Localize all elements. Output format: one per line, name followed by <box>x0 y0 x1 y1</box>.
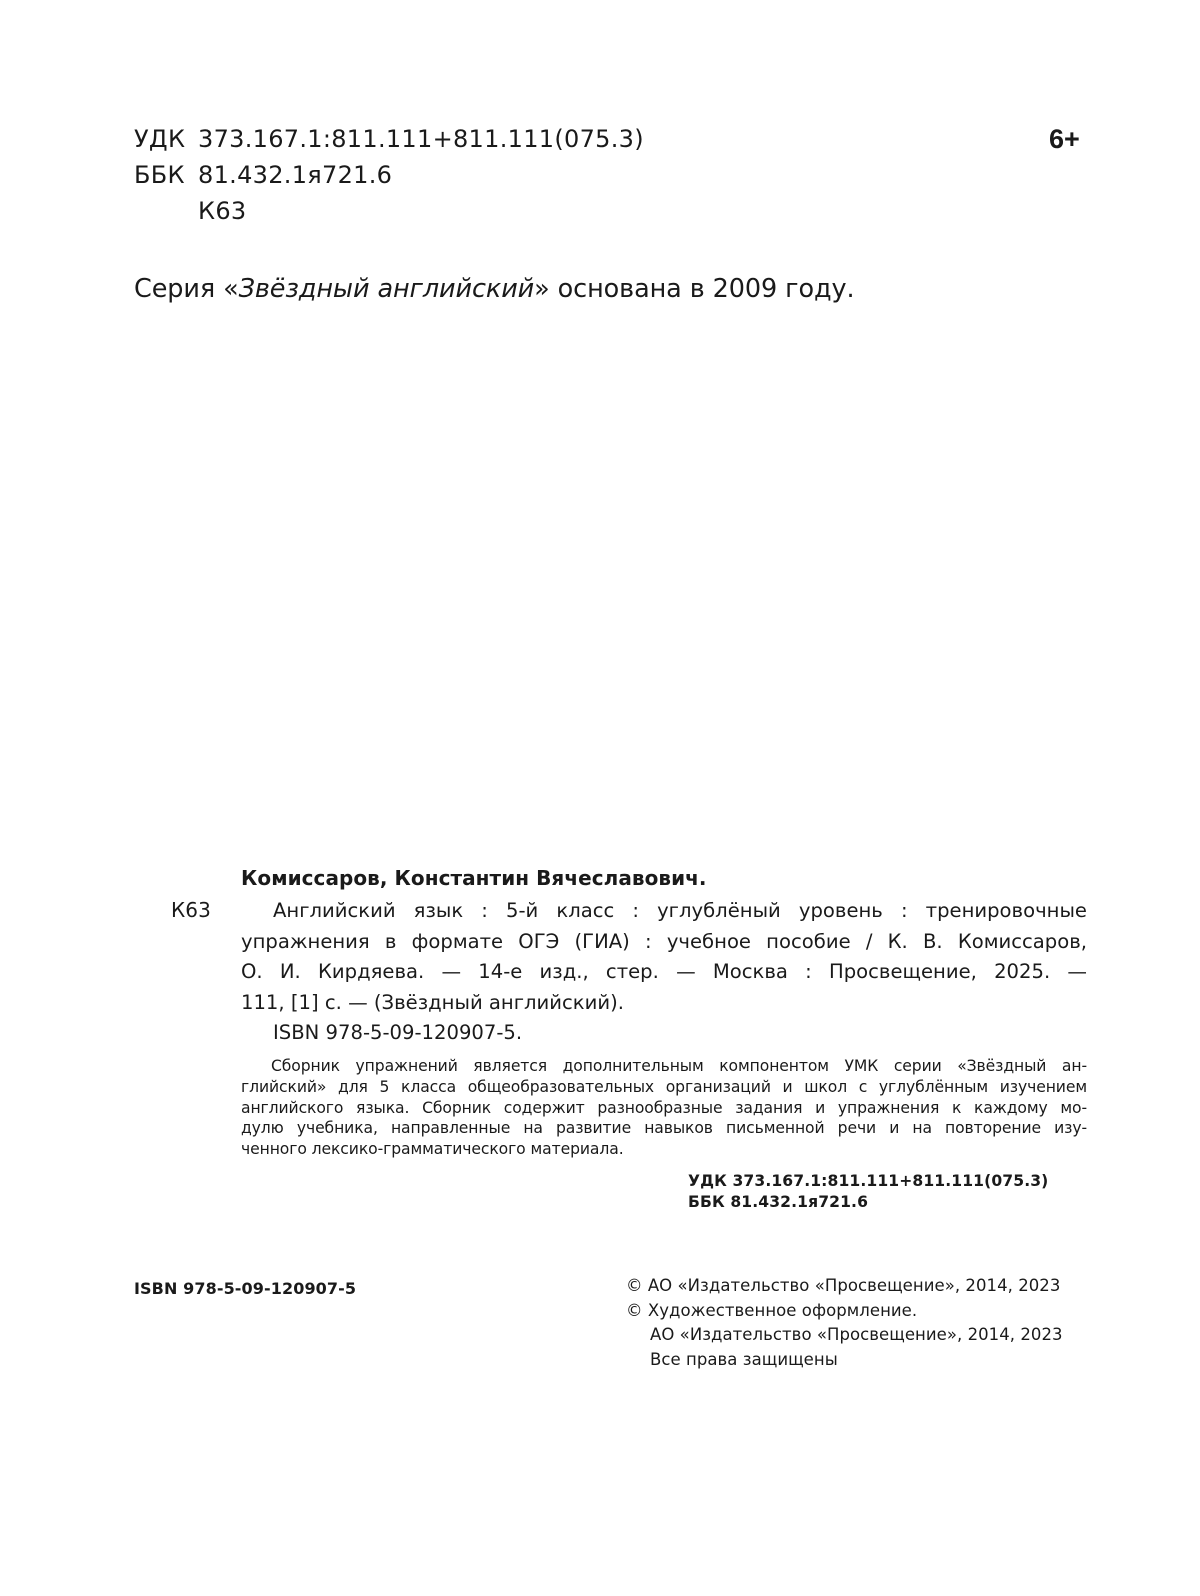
author-mark-row <box>134 193 644 229</box>
annotation-line: Сборник упражнений является дополнительным компонентом УМК серии «Звёздный ан- <box>271 1057 1087 1075</box>
copyright-line: © АО «Издательство «Просвещение», 2014, 2023 <box>626 1276 1061 1295</box>
card-codes <box>688 1171 1048 1213</box>
card-line: О. И. Кирдяева. — 14-е изд., стер. — Москва : Просвещение, 2025. — <box>241 960 1087 983</box>
card-description <box>241 896 1087 1049</box>
age-rating: 6+ <box>1049 124 1080 154</box>
copyright-line: АО «Издательство «Просвещение», 2014, 2023 <box>650 1325 1063 1344</box>
copyright-line: Все права защищены <box>650 1349 838 1369</box>
card-bbk: ББК 81.432.1я721.6 <box>688 1193 869 1211</box>
series-name: Звёздный английский <box>238 274 535 304</box>
classification-block <box>134 121 644 229</box>
card-line: Английский язык : 5-й класс : углублёный уровень : тренировочные <box>273 899 1087 922</box>
card-line: упражнения в формате ОГЭ (ГИА) : учебное пособие / К. В. Комиссаров, <box>241 929 1087 953</box>
card-isbn: ISBN 978-5-09-120907-5. <box>273 1021 523 1044</box>
footer-isbn: ISBN 978-5-09-120907-5 <box>134 1279 357 1298</box>
udk-value: 373.167.1:811.111+811.111(075.3) <box>198 125 644 153</box>
bbk-label: ББК <box>134 161 185 189</box>
series-suffix: » основана в 2009 году. <box>534 274 855 304</box>
author-mark: К63 <box>198 197 247 225</box>
copyright-block <box>626 1274 1063 1372</box>
annotation-line: английского языка. Сборник содержит разнообразные задания и упражнения к каждому мо- <box>241 1098 1087 1117</box>
series-prefix: Серия « <box>134 274 239 304</box>
copyright-line: © Художественное оформление. <box>626 1300 918 1320</box>
card-annotation <box>241 1056 1087 1160</box>
card-line: 111, [1] с. — (Звёздный английский). <box>241 990 624 1014</box>
bbk-value: 81.432.1я721.6 <box>198 161 393 189</box>
annotation-line: ченного лексико-грамматического материала. <box>241 1140 624 1159</box>
card-author-mark: К63 <box>171 898 211 922</box>
annotation-line: глийский» для 5 класса общеобразовательных организаций и школ с углублённым изучением <box>241 1077 1087 1096</box>
udk-row <box>134 121 644 157</box>
card-author: Комиссаров, Константин Вячеславович. <box>241 866 707 890</box>
card-udk: УДК 373.167.1:811.111+811.111(075.3) <box>688 1172 1049 1190</box>
annotation-line: дулю учебника, направленные на развитие навыков письменной речи и на повторение изу- <box>241 1119 1087 1138</box>
bbk-row <box>134 157 644 193</box>
udk-label: УДК <box>134 125 186 153</box>
series-note <box>134 274 854 304</box>
